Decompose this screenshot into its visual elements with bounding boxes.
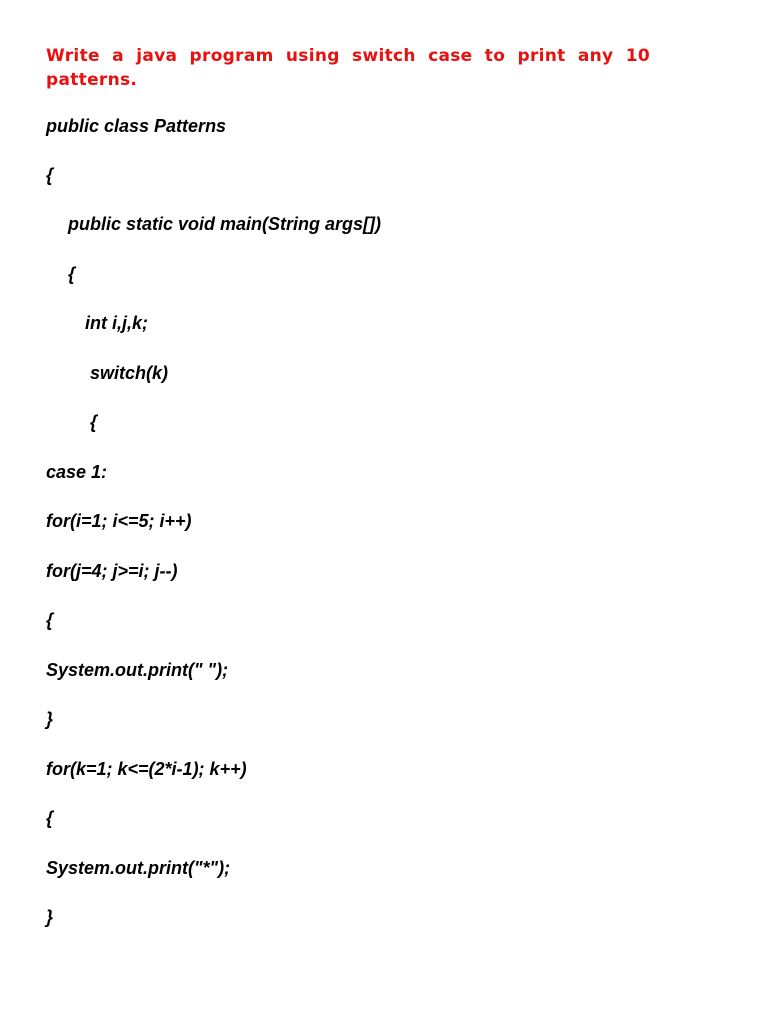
assignment-title: Write a java program using switch case to print any 10 patterns. (46, 46, 650, 90)
code-line-star-close-brace: } (46, 907, 54, 927)
code-line-star-for: for(k=1; k<=(2*i-1); k++) (46, 759, 247, 779)
code-line-space-open-brace: { (46, 610, 54, 630)
code-line-variable-declaration: int i,j,k; (85, 313, 148, 333)
code-line-case-1: case 1: (46, 462, 108, 482)
code-line-space-for: for(j=4; j>=i; j--) (46, 561, 178, 581)
code-line-space-close-brace: } (46, 709, 54, 729)
code-line-main-method: public static void main(String args[]) (68, 214, 382, 234)
code-line-switch: switch(k) (90, 363, 169, 383)
code-line-print-space: System.out.print(" "); (46, 660, 229, 680)
code-line-outer-for: for(i=1; i<=5; i++) (46, 511, 192, 531)
code-line-star-open-brace: { (46, 808, 54, 828)
code-line-main-open-brace: { (68, 264, 76, 284)
code-line-class-declaration: public class Patterns (46, 116, 227, 136)
code-line-class-open-brace: { (46, 165, 54, 185)
code-line-switch-open-brace: { (90, 412, 98, 432)
code-line-print-star: System.out.print("*"); (46, 858, 231, 878)
